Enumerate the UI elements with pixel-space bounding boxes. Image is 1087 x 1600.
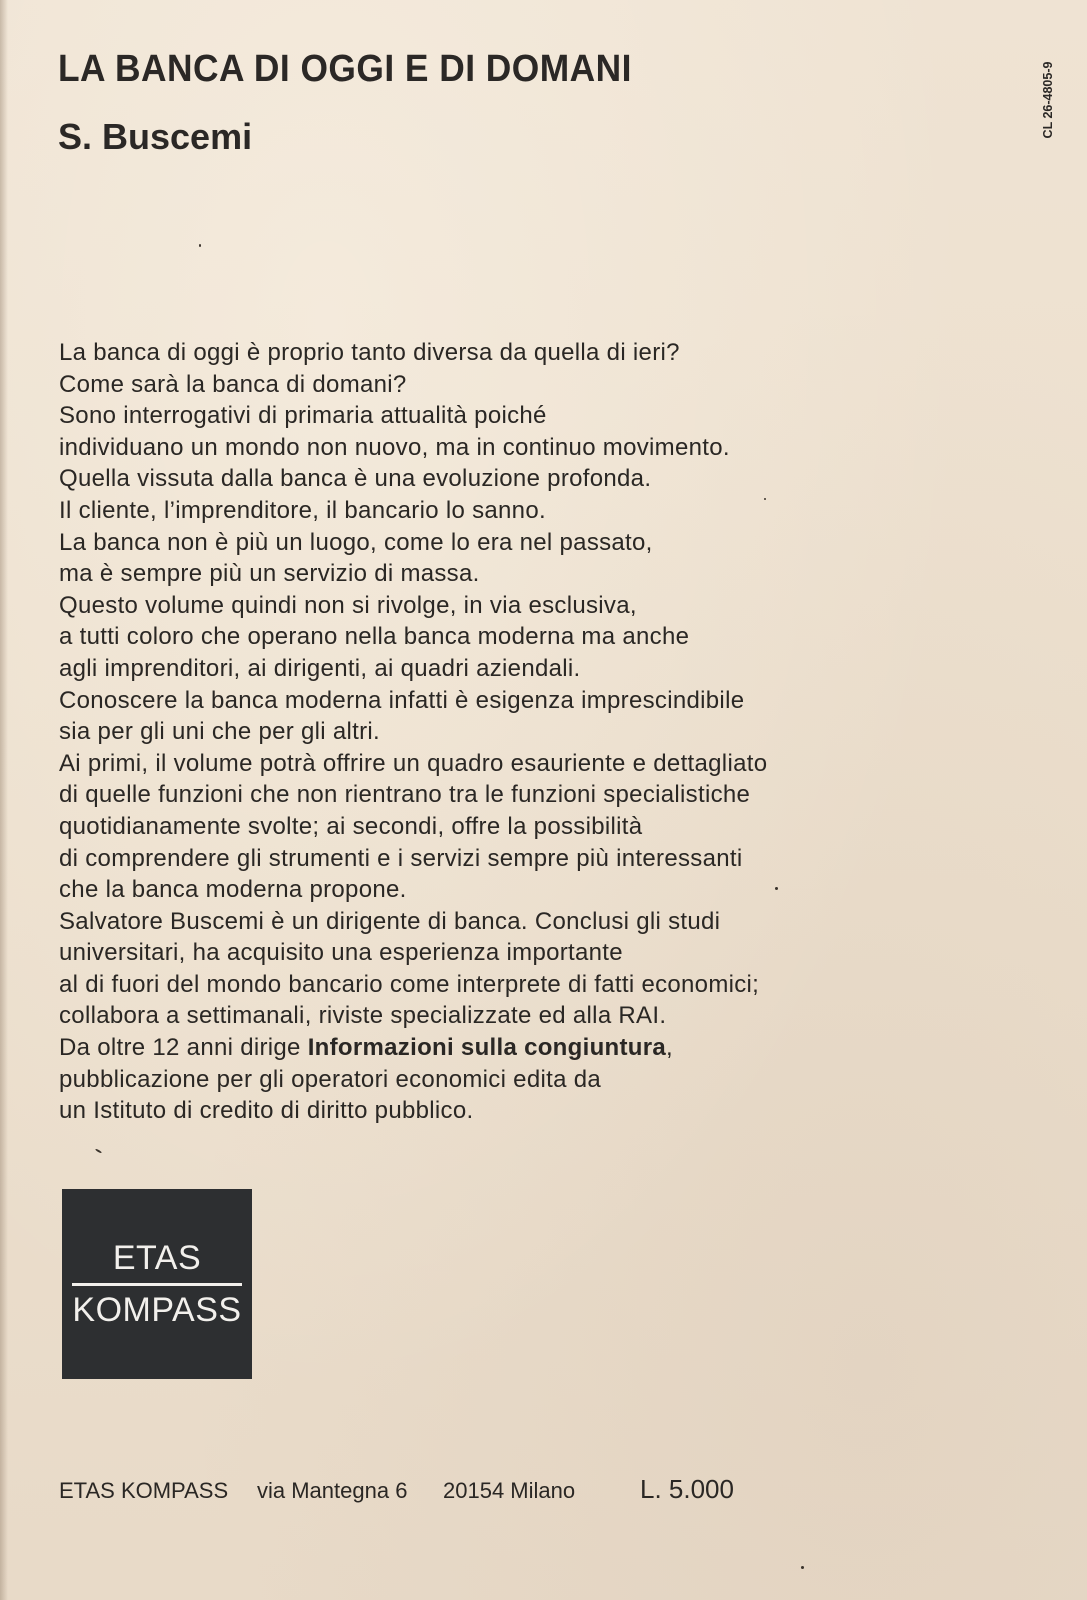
blurb-line: di comprendere gli strumenti e i servizi sempre più interessanti (59, 844, 743, 872)
blurb-line: Salvatore Buscemi è un dirigente di banca. Conclusi gli studi (59, 907, 721, 935)
footer-city: 20154 Milano (443, 1478, 576, 1503)
blurb-line: Conoscere la banca moderna infatti è esigenza imprescindibile (59, 686, 745, 714)
blurb-line: La banca non è più un luogo, come lo era nel passato, (59, 528, 653, 556)
blurb-line: un Istituto di credito di diritto pubblico. (59, 1097, 474, 1125)
footer-address: via Mantegna 6 (257, 1478, 408, 1503)
book-title: LA BANCA DI OGGI E DI DOMANI (58, 48, 632, 90)
blurb-line: Sono interrogativi di primaria attualità poiché (59, 402, 547, 430)
blurb-line: pubblicazione per gli operatori economici edita da (59, 1065, 601, 1093)
blurb-line: al di fuori del mondo bancario come interprete di fatti economici; (59, 970, 760, 998)
price-label: L. 5.000 (640, 1474, 734, 1504)
paper-speck (801, 1566, 804, 1569)
paper-speck (764, 498, 766, 500)
logo-text-bottom: KOMPASS (72, 1291, 242, 1329)
blurb-line: individuano un mondo non nuovo, ma in continuo movimento. (59, 433, 730, 461)
blurb-line: Ai primi, il volume potrà offrire un quadro esauriente e dettagliato (59, 749, 768, 777)
blurb-line: La banca di oggi è proprio tanto diversa da quella di ieri? (59, 339, 680, 366)
blurb-line: ma è sempre più un servizio di massa. (59, 560, 480, 588)
footer-publisher: ETAS KOMPASS (59, 1478, 229, 1503)
blurb-line: agli imprenditori, ai dirigenti, ai quadri aziendali. (59, 654, 581, 682)
etas-kompass-logo (62, 1189, 252, 1379)
blurb-line: Questo volume quindi non si rivolge, in via esclusiva, (59, 591, 637, 619)
blurb-line: universitari, ha acquisito una esperienza importante (59, 939, 623, 967)
paper-speck (95, 1148, 102, 1153)
logo-text-top: ETAS (112, 1239, 202, 1277)
blurb-line: Come sarà la banca di domani? (59, 370, 407, 398)
blurb-line: collabora a settimanali, riviste specializzate ed alla RAI. (59, 1002, 667, 1030)
blurb-line: a tutti coloro che operano nella banca moderna ma anche (59, 623, 690, 651)
cover-left-edge-shadow (0, 0, 8, 1600)
blurb-line: sia per gli uni che per gli altri. (59, 718, 381, 746)
book-author: S. Buscemi (58, 116, 253, 157)
back-cover-blurb (59, 337, 1059, 1127)
paper-speck (775, 887, 778, 890)
blurb-line: Il cliente, l’imprenditore, il bancario lo sanno. (59, 496, 546, 524)
blurb-line: quotidianamente svolte; ai secondi, offre la possibilità (59, 812, 643, 840)
publication-name: Informazioni sulla congiuntura (307, 1034, 667, 1062)
blurb-line-suffix: , (666, 1034, 674, 1062)
blurb-line: Quella vissuta dalla banca è una evoluzione profonda. (59, 465, 652, 493)
catalog-code: CL 26-4805-9 (1041, 61, 1055, 139)
blurb-line-prefix: Da oltre 12 anni dirige (59, 1034, 308, 1062)
blurb-line-with-publication (59, 1032, 1059, 1064)
blurb-line: di quelle funzioni che non rientrano tra le funzioni specialistiche (59, 781, 751, 809)
paper-speck (199, 244, 201, 247)
blurb-line: che la banca moderna propone. (59, 876, 407, 904)
logo-divider (72, 1283, 242, 1286)
